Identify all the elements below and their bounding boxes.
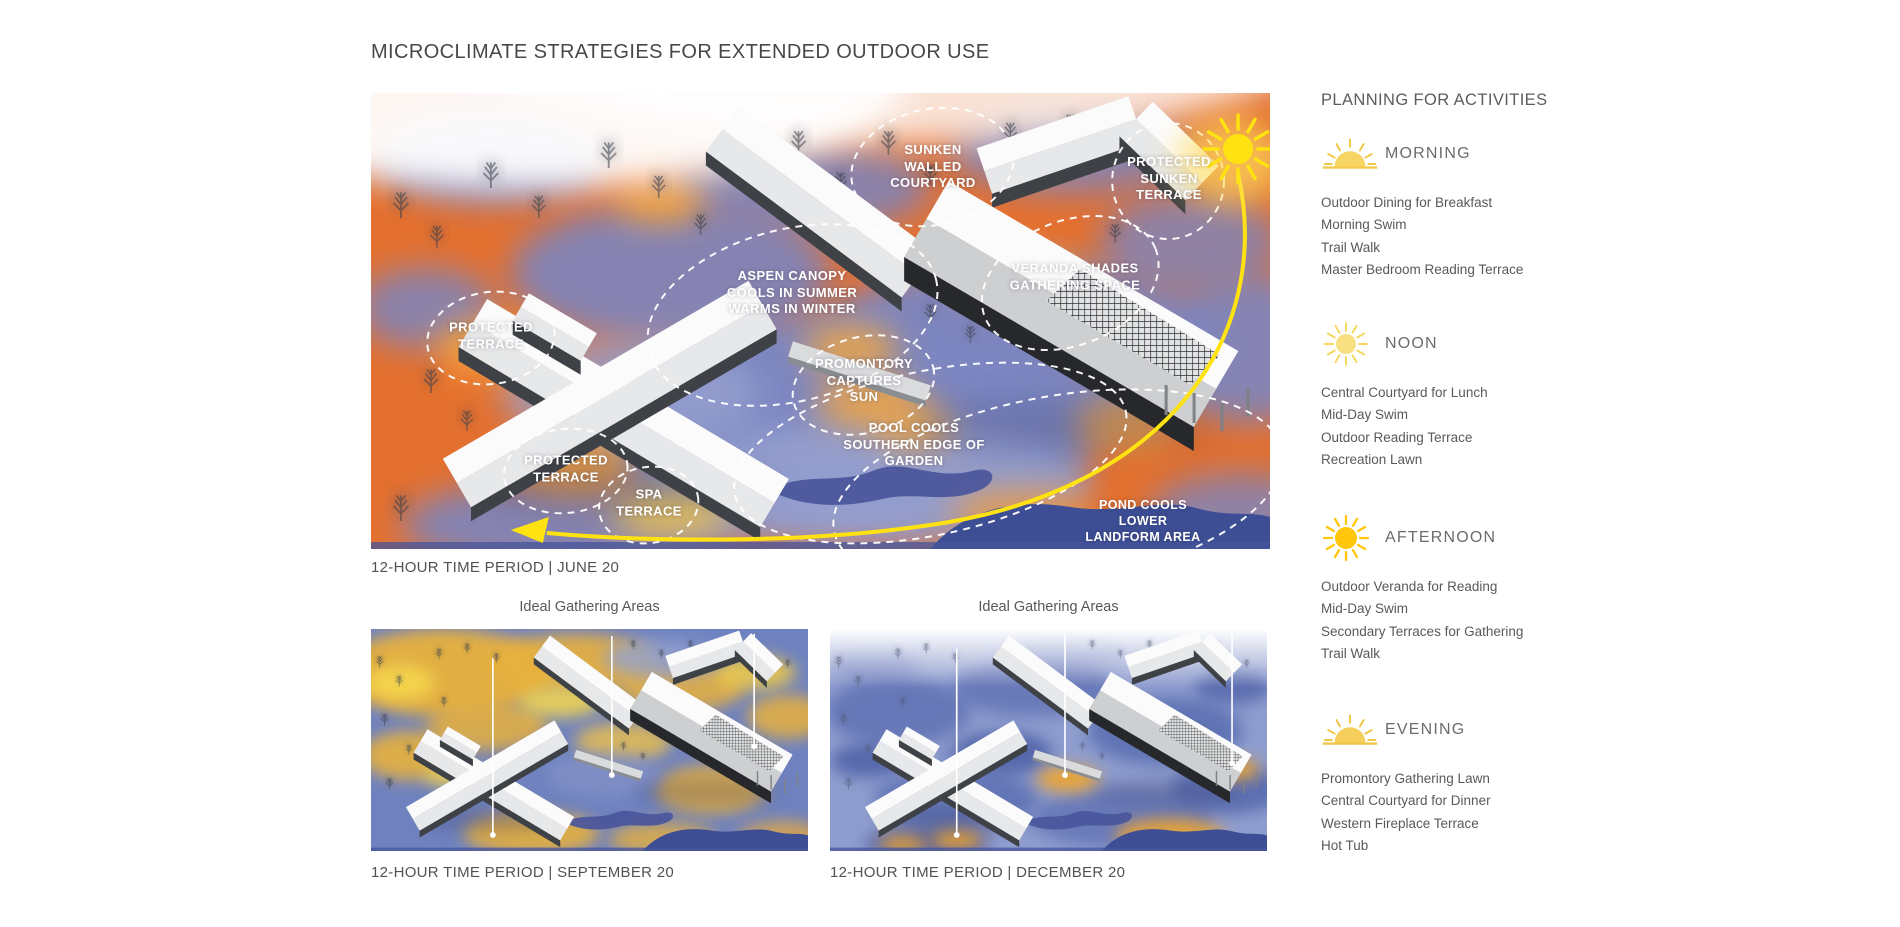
label-aspen-canopy: ASPEN CANOPY COOLS IN SUMMER WARMS IN WINTER: [726, 268, 858, 317]
section-morning: [1321, 128, 1621, 281]
activity-item: Secondary Terraces for Gathering: [1321, 623, 1524, 639]
caption-september: 12-HOUR TIME PERIOD | SEPTEMBER 20: [371, 864, 675, 881]
label-protected-terrace-west: PROTECTED TERRACE: [449, 319, 533, 351]
december-diagram-art: [830, 629, 1267, 851]
sun-icon: [1321, 513, 1383, 563]
label-promontory-captures-sun: PROMONTORY CAPTURES SUN: [815, 356, 913, 405]
december-gathering-diagram: [830, 629, 1267, 851]
label-sunken-walled-courtyard: SUNKEN WALLED COURTYARD: [890, 142, 976, 191]
label-veranda-shades: VERANDA SHADES GATHERING SPACE: [1009, 260, 1141, 292]
activity-item: Trail Walk: [1321, 239, 1380, 255]
section-evening: [1321, 704, 1621, 857]
caption-december: 12-HOUR TIME PERIOD | DECEMBER 20: [830, 864, 1126, 881]
activity-item: Western Fireplace Terrace: [1321, 815, 1479, 831]
activity-item: Outdoor Veranda for Reading: [1321, 579, 1498, 594]
section-noon: [1321, 318, 1621, 471]
sun-icon: [1321, 319, 1383, 369]
activity-item: Master Bedroom Reading Terrace: [1321, 261, 1524, 277]
activity-item: Recreation Lawn: [1321, 451, 1423, 467]
section-afternoon: [1321, 512, 1621, 665]
label-pool-cools: POOL COOLS SOUTHERN EDGE OF GARDEN: [843, 420, 985, 469]
title-ideal-gathering-areas-september: Ideal Gathering Areas: [519, 599, 660, 615]
september-diagram-art: [371, 629, 808, 851]
june-diagram-art: [371, 93, 1270, 549]
label-protected-terrace-south: PROTECTED TERRACE: [524, 452, 608, 484]
label-spa-terrace: SPA TERRACE: [616, 486, 682, 518]
activity-item: Outdoor Reading Terrace: [1321, 429, 1473, 445]
sidebar-heading: PLANNING FOR ACTIVITIES: [1321, 91, 1548, 109]
section-label-morning: MORNING: [1385, 145, 1471, 162]
title-ideal-gathering-areas-december: Ideal Gathering Areas: [978, 599, 1119, 615]
activity-item: Mid-Day Swim: [1321, 407, 1409, 423]
sunset-icon: [1321, 709, 1383, 751]
label-protected-sunken-terrace: PROTECTED SUNKEN TERRACE: [1127, 154, 1211, 203]
caption-june: 12-HOUR TIME PERIOD | JUNE 20: [371, 559, 620, 576]
section-label-afternoon: AFTERNOON: [1385, 529, 1497, 546]
section-label-noon: NOON: [1385, 335, 1438, 352]
sunrise-icon: [1321, 133, 1383, 175]
page-title: MICROCLIMATE STRATEGIES FOR EXTENDED OUTDOOR USE: [371, 41, 990, 63]
activity-item: Mid-Day Swim: [1321, 601, 1409, 617]
activity-item: Trail Walk: [1321, 645, 1380, 661]
activity-item: Promontory Gathering Lawn: [1321, 771, 1490, 786]
activity-item: Morning Swim: [1321, 217, 1407, 233]
activity-item: Central Courtyard for Lunch: [1321, 385, 1488, 400]
label-pond-cools: POND COOLS LOWER LANDFORM AREA: [1085, 498, 1201, 544]
section-label-evening: EVENING: [1385, 721, 1466, 738]
activity-item: Central Courtyard for Dinner: [1321, 793, 1491, 809]
planning-sidebar: [1321, 0, 1621, 927]
activity-item: Hot Tub: [1321, 837, 1369, 853]
activity-item: Outdoor Dining for Breakfast: [1321, 195, 1493, 210]
june-microclimate-diagram: [371, 93, 1270, 549]
september-gathering-diagram: [371, 629, 808, 851]
